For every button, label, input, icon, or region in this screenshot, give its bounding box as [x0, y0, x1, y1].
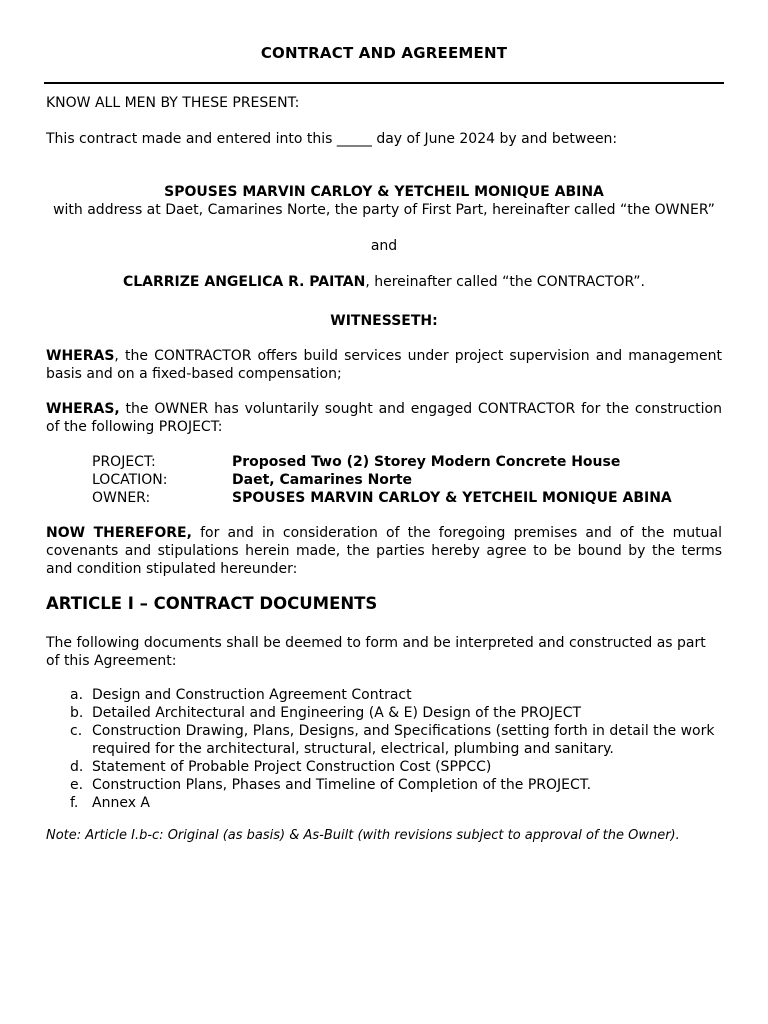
owner-label: OWNER: [92, 490, 151, 506]
list-item [46, 776, 722, 794]
whereas-1-lead: WHERAS [46, 348, 115, 364]
project-value: Proposed Two (2) Storey Modern Concrete House [232, 454, 621, 470]
list-marker: e. [70, 777, 84, 793]
list-item-text: Annex A [92, 795, 151, 811]
list-marker: c. [70, 723, 83, 739]
owner-value: SPOUSES MARVIN CARLOY & YETCHEIL MONIQUE ABINA [232, 490, 672, 506]
know-all-line: KNOW ALL MEN BY THESE PRESENT: [46, 95, 300, 111]
list-marker: f. [70, 795, 79, 811]
whereas-clause-2 [46, 400, 722, 436]
location-info-row [92, 471, 722, 489]
now-therefore-lead: NOW THEREFORE, [46, 525, 192, 541]
list-item-text: Statement of Probable Project Construction Cost (SPPCC) [92, 759, 492, 775]
list-item-text: Construction Drawing, Plans, Designs, and Specifications (setting forth in detail the work required for the architectural, structural, electrical, plumbing and sanitary. [92, 723, 715, 757]
whereas-1-text: , the CONTRACTOR offers build services under project supervision and management basis and on a fixed-based compensation; [46, 348, 722, 382]
list-item-text: Design and Construction Agreement Contract [92, 687, 412, 703]
party1-name: SPOUSES MARVIN CARLOY & YETCHEIL MONIQUE ABINA [164, 184, 604, 200]
now-therefore-clause [46, 524, 722, 578]
list-item-text: Construction Plans, Phases and Timeline of Completion of the PROJECT. [92, 777, 592, 793]
list-item-text: Detailed Architectural and Engineering (A & E) Design of the PROJECT [92, 705, 582, 721]
location-value: Daet, Camarines Norte [232, 472, 413, 488]
list-marker: a. [70, 687, 84, 703]
party1-description: with address at Daet, Camarines Norte, the party of First Part, hereinafter called “the OWNER” [53, 202, 715, 218]
whereas-2-lead: WHERAS, [46, 401, 120, 417]
whereas-clause-1 [46, 347, 722, 383]
party2-name: CLARRIZE ANGELICA R. PAITAN [122, 274, 366, 290]
contract-documents-list [46, 686, 722, 812]
article-1-heading: ARTICLE I – CONTRACT DOCUMENTS [46, 594, 378, 613]
list-item [46, 794, 722, 812]
whereas-2-text: the OWNER has voluntarily sought and engaged CONTRACTOR for the construction of the following PROJECT: [46, 401, 722, 435]
and-separator: and [370, 238, 398, 254]
intro-line: This contract made and entered into this _____ day of June 2024 by and between: [46, 131, 618, 147]
now-therefore-text: for and in consideration of the foregoing premises and of the mutual covenants and stipulations herein made, the parties hereby agree to be bound by the terms and condition stipulated hereunder: [46, 525, 722, 577]
witnesseth-heading: WITNESSETH: [330, 313, 438, 329]
project-info-row [92, 453, 722, 471]
article-1-note: Note: Article I.b-c: Original (as basis) & As-Built (with revisions subject to approval of the Owner). [46, 828, 680, 843]
project-label: PROJECT: [92, 454, 156, 470]
list-item [46, 758, 722, 776]
party2-description: , hereinafter called “the CONTRACTOR”. [365, 274, 646, 290]
list-item [46, 704, 722, 722]
list-marker: d. [70, 759, 84, 775]
list-item [46, 686, 722, 704]
document-title: CONTRACT AND AGREEMENT [260, 44, 508, 62]
article-1-intro: The following documents shall be deemed to form and be interpreted and constructed as part of this Agreement: [46, 635, 706, 669]
list-marker: b. [70, 705, 84, 721]
party2-line [46, 273, 722, 291]
list-item [46, 722, 722, 758]
title-divider [44, 82, 724, 84]
location-label: LOCATION: [92, 472, 168, 488]
owner-info-row [92, 489, 722, 507]
